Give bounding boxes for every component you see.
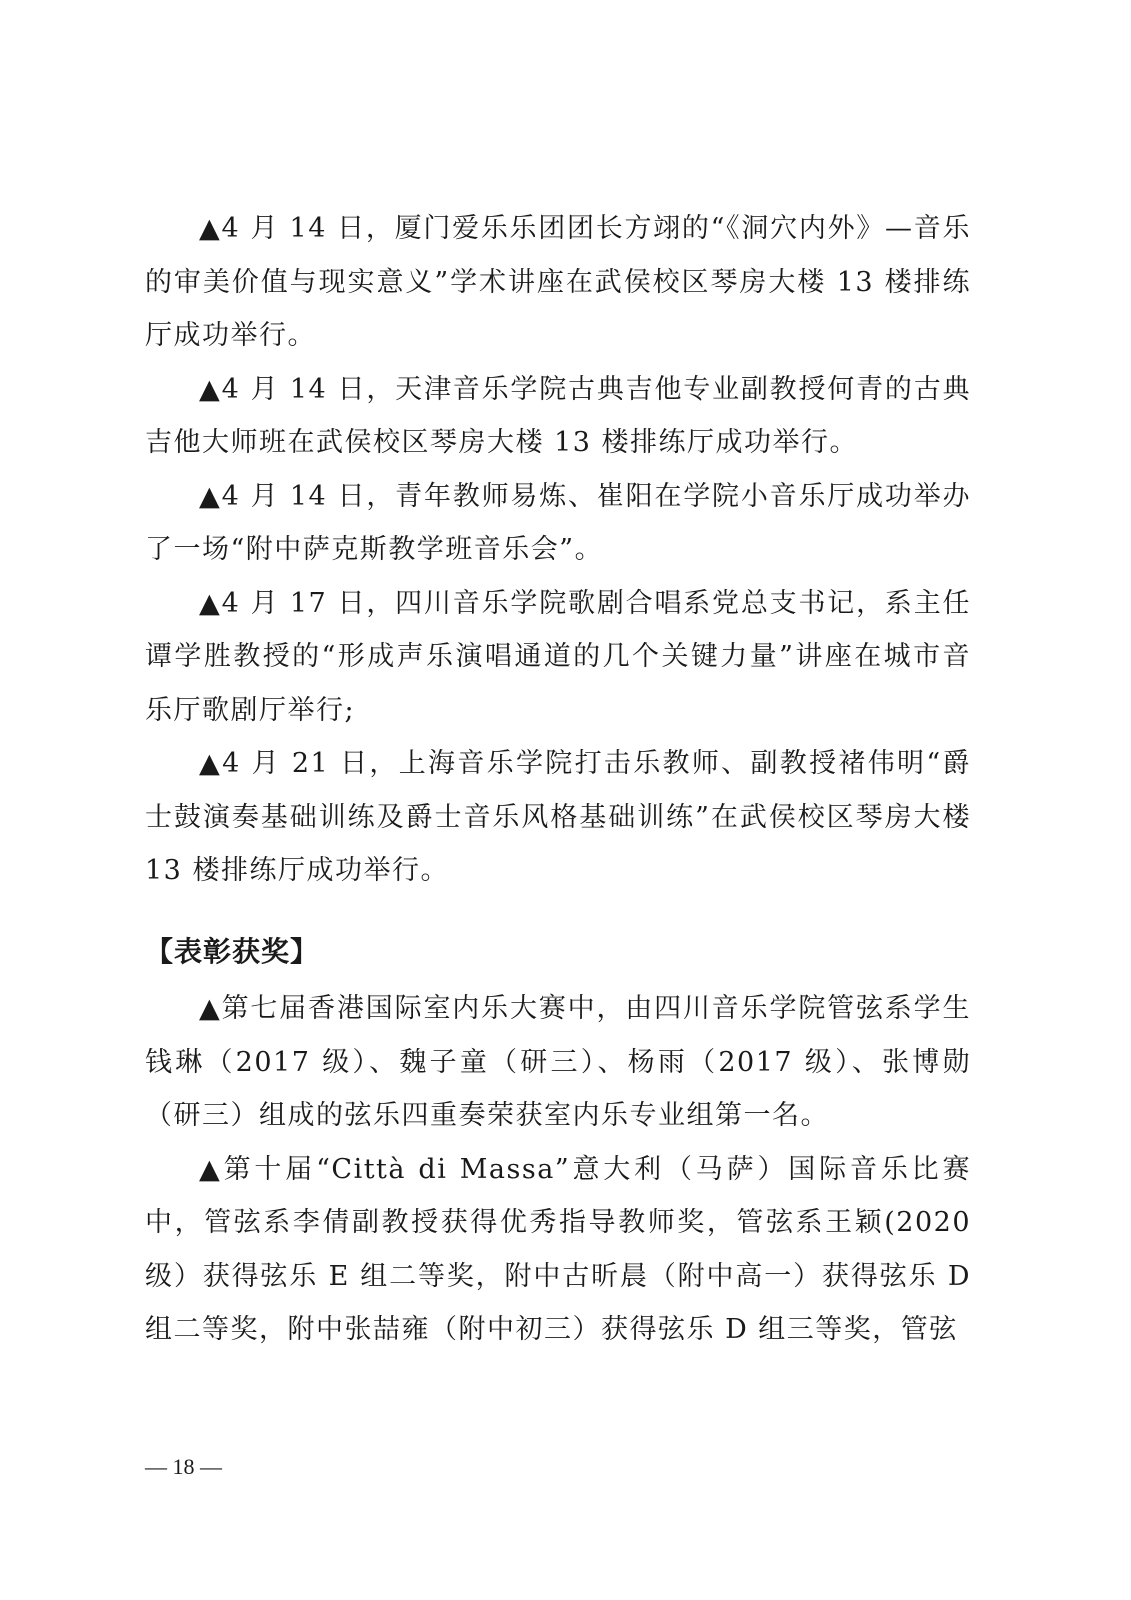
award-entry-0: ▲第七届香港国际室内乐大赛中，由四川音乐学院管弦系学生钱琳（2017 级）、魏子童（研三）、杨雨（2017 级）、张博勋（研三）组成的弦乐四重奏荣获室内乐专业组第一名。: [145, 993, 971, 1131]
news-entries-section: [145, 202, 971, 898]
award-entry-1: ▲第十届“Città di Massa”意大利（马萨）国际音乐比赛中，管弦系李倩副教授获得优秀指导教师奖，管弦系王颖(2020级）获得弦乐 E 组二等奖，附中古昕晨（附中高一）获得弦乐 D 组二等奖，附中张喆雍（附中初三）获得弦乐 D 组三等奖，管弦: [145, 1153, 971, 1345]
news-entry-3: ▲4 月 17 日，四川音乐学院歌剧合唱系党总支书记，系主任谭学胜教授的“形成声乐演唱通道的几个关键力量”讲座在城市音乐厅歌剧厅举行;: [145, 587, 971, 726]
news-entry-4: ▲4 月 21 日，上海音乐学院打击乐教师、副教授褚伟明“爵士鼓演奏基础训练及爵士音乐风格基础训练”在武侯校区琴房大楼 13 楼排练厅成功举行。: [145, 748, 971, 886]
news-entry-2: ▲4 月 14 日，青年教师易炼、崔阳在学院小音乐厅成功举办了一场“附中萨克斯教学班音乐会”。: [145, 480, 971, 565]
section-heading-awards: 【表彰获奖】: [145, 935, 320, 968]
news-entry-1: ▲4 月 14 日，天津音乐学院古典吉他专业副教授何青的古典吉他大师班在武侯校区琴房大楼 13 楼排练厅成功举行。: [145, 373, 971, 458]
page-number: — 18 —: [145, 1454, 222, 1479]
news-entry-0: ▲4 月 14 日，厦门爱乐乐团团长方翊的“《洞穴内外》—音乐的审美价值与现实意义”学术讲座在武侯校区琴房大楼 13 楼排练厅成功举行。: [145, 213, 971, 351]
awards-entries-section: [145, 982, 971, 1357]
